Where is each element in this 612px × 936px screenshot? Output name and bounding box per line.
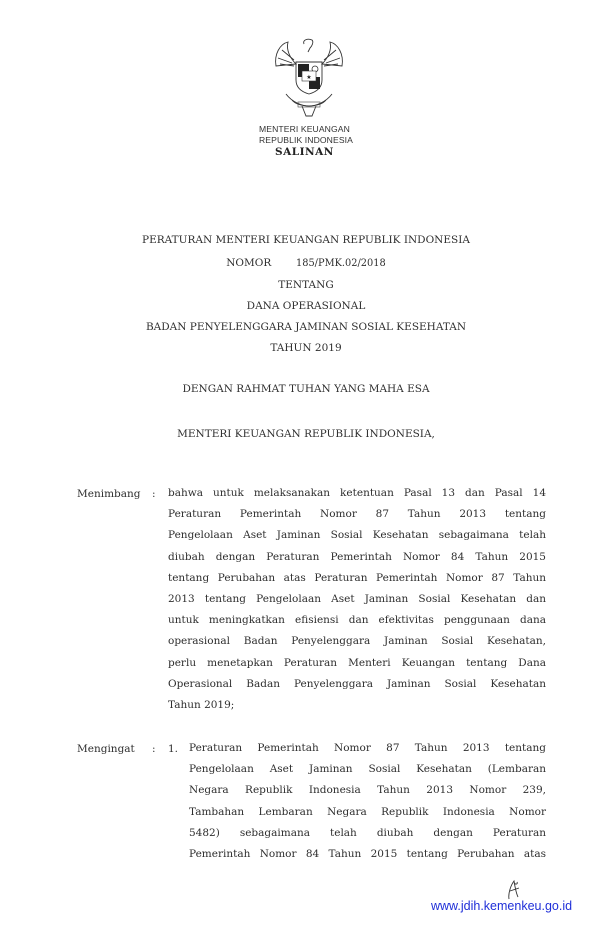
nomor-label: NOMOR bbox=[226, 257, 272, 269]
ministry-line-1: MENTERI KEUANGAN bbox=[259, 124, 350, 134]
text-line: Operasional Badan Penyelenggara Jaminan Sosial Kesehatan bbox=[168, 677, 546, 690]
text-line: perlu menetapkan Peraturan Menteri Keuangan tentang Dana bbox=[168, 656, 546, 669]
ministry-name bbox=[259, 124, 353, 146]
list-number: 1. bbox=[168, 743, 179, 755]
menimbang-paragraph bbox=[168, 483, 546, 716]
text-line: 5482) sebagaimana telah diubah dengan Peraturan bbox=[189, 826, 546, 839]
text-line: untuk meningkatkan efisiensi dan efektivitas penggunaan dana bbox=[168, 614, 546, 627]
text-line: Pemerintah Nomor 84 Tahun 2015 tentang Perubahan atas bbox=[189, 847, 546, 860]
garuda-emblem-icon bbox=[268, 36, 350, 120]
invocation: DENGAN RAHMAT TUHAN YANG MAHA ESA bbox=[182, 383, 430, 395]
text-line: operasional Badan Penyelenggara Jaminan Sosial Kesehatan, bbox=[168, 635, 546, 648]
mengingat-item-1 bbox=[189, 738, 546, 865]
menimbang-colon: : bbox=[152, 488, 156, 500]
svg-text:★: ★ bbox=[306, 74, 312, 81]
text-line: Pengelolaan Aset Jaminan Sosial Kesehatan (Lembaran bbox=[189, 763, 546, 776]
ministry-line-2: REPUBLIK INDONESIA bbox=[259, 135, 353, 145]
issuing-authority: MENTERI KEUANGAN REPUBLIK INDONESIA, bbox=[177, 428, 435, 440]
subject-line-3: TAHUN 2019 bbox=[270, 342, 342, 354]
text-line: Tahun 2019; bbox=[168, 698, 235, 711]
jdih-website-link[interactable]: www.jdih.kemenkeu.go.id bbox=[431, 899, 573, 913]
subject-line-1: DANA OPERASIONAL bbox=[246, 300, 366, 312]
subject-line-2: BADAN PENYELENGGARA JAMINAN SOSIAL KESEHATAN bbox=[145, 321, 467, 333]
tentang-heading: TENTANG bbox=[278, 279, 334, 291]
text-line: diubah dengan Peraturan Pemerintah Nomor 84 Tahun 2015 bbox=[168, 550, 546, 563]
text-line: bahwa untuk melaksanakan ketentuan Pasal 13 dan Pasal 14 bbox=[168, 487, 546, 499]
text-line: Pengelolaan Aset Jaminan Sosial Kesehatan sebagaimana telah bbox=[168, 529, 546, 542]
text-line: Negara Republik Indonesia Tahun 2013 Nomor 239, bbox=[189, 784, 546, 797]
text-line: Tambahan Lembaran Negara Republik Indonesia Nomor bbox=[189, 805, 546, 818]
regulation-title: PERATURAN MENTERI KEUANGAN REPUBLIK INDONESIA bbox=[142, 234, 470, 246]
text-line: 2013 tentang Pengelolaan Aset Jaminan Sosial Kesehatan dan bbox=[168, 592, 546, 605]
regulation-number bbox=[0, 257, 612, 269]
mengingat-colon: : bbox=[152, 743, 156, 755]
menimbang-label: Menimbang bbox=[77, 488, 141, 500]
copy-stamp: SALINAN bbox=[275, 146, 334, 158]
text-line: tentang Perubahan atas Peraturan Pemerintah Nomor 87 Tahun bbox=[168, 571, 546, 584]
nomor-value: 185/PMK.02/2018 bbox=[295, 258, 386, 269]
mengingat-label: Mengingat bbox=[77, 743, 135, 755]
paraf-signature-icon bbox=[506, 879, 522, 901]
text-line: Peraturan Pemerintah Nomor 87 Tahun 2013 tentang bbox=[168, 508, 546, 521]
text-line: Peraturan Pemerintah Nomor 87 Tahun 2013 tentang bbox=[189, 742, 546, 754]
